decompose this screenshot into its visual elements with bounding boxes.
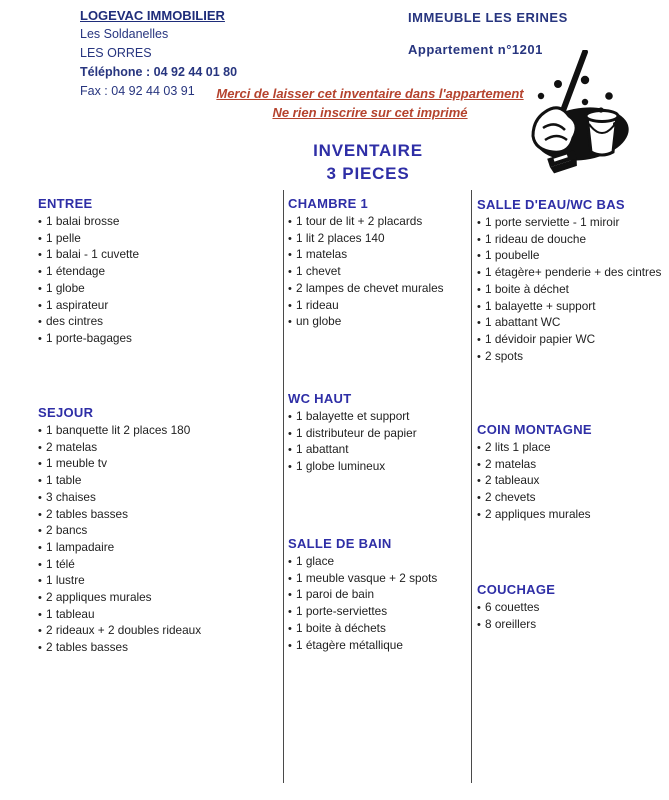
bullet-icon: • [38,266,42,279]
bullet-icon: • [288,316,292,329]
inventory-item [477,315,669,332]
item-text: 1 télé [46,556,75,571]
inventory-item [288,409,466,426]
bullet-icon: • [477,508,481,521]
item-text: 1 étagère+ penderie + des cintres [485,265,662,280]
inventory-item [38,298,278,315]
bullet-icon: • [38,441,42,454]
section-couchage [477,581,669,633]
agency-fax: Fax : 04 92 44 03 91 [80,84,195,98]
apartment-number: Appartement n°1201 [408,42,543,57]
agency-name: LOGEVAC IMMOBILIER [80,8,225,23]
section-items [477,600,669,633]
bullet-icon: • [38,282,42,295]
document-title: INVENTAIRE [313,141,423,160]
inventory-item [288,247,466,264]
agency-phone: Téléphone : 04 92 44 01 80 [80,65,238,79]
document-subtitle: 3 PIECES [326,164,410,183]
bullet-icon: • [477,492,481,505]
inventory-item [38,523,278,540]
inventory-item [38,607,278,624]
item-text: 1 tableau [46,606,95,621]
inventory-item [477,299,669,316]
item-text: 1 dévidoir papier WC [485,331,596,346]
item-text: 1 balai brosse [46,214,120,228]
item-text: 1 glace [296,554,335,568]
inventory-item [38,247,278,264]
bullet-icon: • [477,333,481,346]
item-text: 2 appliques murales [485,506,591,521]
item-text: 1 chevet [296,264,341,279]
bullet-icon: • [38,625,42,638]
bullet-icon: • [38,216,42,228]
inventory-item [477,490,669,507]
bullet-icon: • [477,317,481,330]
inventory-item [477,248,669,265]
inventory-item [477,332,669,349]
section-coin-montagne [477,421,669,524]
item-text: 1 rideau de douche [485,231,587,246]
item-text: 1 aspirateur [46,297,109,312]
inventory-item [38,281,278,298]
item-text: 1 distributeur de papier [296,425,417,440]
bullet-icon: • [288,572,292,585]
section-items [288,554,466,654]
inventory-item [288,459,466,476]
inventory-item [477,282,669,299]
bullet-icon: • [38,575,42,588]
item-text: 1 balayette + support [485,298,596,313]
section-items [288,214,466,331]
section-items [477,215,669,365]
bullet-icon: • [477,618,481,631]
section-title: SALLE D'EAU/WC BAS [477,197,625,212]
item-text: 1 rideau [296,297,339,312]
bullet-icon: • [38,592,42,605]
item-text: 1 balayette et support [296,409,410,423]
item-text: 1 globe lumineux [296,459,386,474]
bullet-icon: • [288,216,292,228]
bullet-icon: • [38,299,42,312]
item-text: 6 couettes [485,600,540,614]
bullet-icon: • [288,589,292,602]
item-text: 1 meuble vasque + 2 spots [296,570,438,585]
notice-line-2: Ne rien inscrire sur cet imprimé [272,105,468,120]
bullet-icon: • [477,267,481,280]
section-title: CHAMBRE 1 [288,196,368,211]
item-text: 1 matelas [296,247,348,262]
notice-block [150,84,590,122]
section-items [38,423,278,657]
item-text: 2 rideaux + 2 doubles rideaux [46,623,202,638]
inventory-item [38,640,278,657]
section-sejour [38,404,278,657]
item-text: 1 pelle [46,230,81,245]
bullet-icon: • [38,232,42,245]
bullet-icon: • [38,608,42,621]
inventory-item [38,214,278,231]
bullet-icon: • [288,232,292,245]
bullet-icon: • [288,282,292,295]
inventory-item [38,314,278,331]
bullet-icon: • [477,233,481,246]
bullet-icon: • [38,525,42,538]
bullet-icon: • [38,316,42,329]
inventory-item [38,623,278,640]
item-text: 1 balai - 1 cuvette [46,247,140,262]
item-text: 1 lustre [46,573,85,588]
inventory-item [477,507,669,524]
section-salle-de-bain [288,535,466,654]
item-text: un globe [296,314,342,329]
inventory-item [288,442,466,459]
bullet-icon: • [288,622,292,635]
bullet-icon: • [38,508,42,521]
bullet-icon: • [288,249,292,262]
inventory-item [38,590,278,607]
item-text: 1 porte-serviettes [296,604,388,619]
bullet-icon: • [477,602,481,614]
inventory-item [38,557,278,574]
bullet-icon: • [38,332,42,345]
inventory-item [288,426,466,443]
column-divider-right [471,190,472,783]
agency-city: LES ORRES [80,46,152,60]
inventory-item [38,490,278,507]
item-text: 1 abattant WC [485,315,561,330]
inventory-item [288,264,466,281]
section-wc-haut [288,390,466,476]
inventory-item [288,231,466,248]
inventory-item [477,215,669,232]
bullet-icon: • [288,299,292,312]
item-text: 1 abattant [296,442,349,457]
bullet-icon: • [38,558,42,571]
bullet-icon: • [38,491,42,504]
inventory-item [288,638,466,655]
inventory-item [38,507,278,524]
section-items [38,214,278,348]
bullet-icon: • [288,266,292,279]
inventory-item [477,265,669,282]
item-text: 2 bancs [46,523,88,538]
item-text: 1 banquette lit 2 places 180 [46,423,191,437]
bullet-icon: • [477,350,481,363]
inventory-item [38,231,278,248]
inventory-item [288,554,466,571]
bullet-icon: • [288,461,292,474]
item-text: 1 poubelle [485,248,540,263]
item-text: 2 lits 1 place [485,440,551,454]
item-text: 2 tables basses [46,506,128,521]
bullet-icon: • [288,556,292,568]
bullet-icon: • [288,427,292,440]
section-title: COUCHAGE [477,582,556,597]
item-text: 2 tables basses [46,640,128,655]
item-text: 1 boite à déchets [296,620,386,635]
inventory-item [38,540,278,557]
item-text: 8 oreillers [485,616,537,631]
bullet-icon: • [477,475,481,488]
inventory-item [38,473,278,490]
inventory-item [288,571,466,588]
inventory-item [477,232,669,249]
bullet-icon: • [288,639,292,652]
item-text: 2 spots [485,348,524,363]
inventory-item [477,617,669,634]
section-title: SEJOUR [38,405,94,420]
bullet-icon: • [38,541,42,554]
bullet-icon: • [477,458,481,471]
inventory-item [477,473,669,490]
item-text: 2 matelas [46,439,98,454]
item-text: 1 tour de lit + 2 placards [296,214,423,228]
section-salle-eau-wc-bas [477,196,669,365]
item-text: 2 matelas [485,456,537,471]
item-text: 1 globe [46,280,85,295]
item-text: 1 paroi de bain [296,587,375,602]
agency-residence: Les Soldanelles [80,27,169,41]
item-text: 1 boite à déchet [485,281,569,296]
item-text: 1 porte-bagages [46,330,132,345]
bullet-icon: • [38,475,42,488]
inventory-item [288,214,466,231]
bullet-icon: • [38,249,42,262]
bullet-icon: • [38,425,42,437]
bullet-icon: • [477,442,481,454]
section-entree [38,195,278,348]
section-chambre-1 [288,195,466,331]
bullet-icon: • [477,300,481,313]
bullet-icon: • [288,411,292,423]
item-text: 1 lampadaire [46,539,115,554]
inventory-item [288,621,466,638]
inventory-item [38,573,278,590]
item-text: des cintres [46,314,104,329]
bullet-icon: • [477,217,481,229]
inventory-item [38,423,278,440]
item-text: 1 étagère métallique [296,637,403,652]
section-title: COIN MONTAGNE [477,422,592,437]
cleaning-mop-bucket-icon [525,50,645,180]
inventory-item [477,440,669,457]
inventory-item [477,457,669,474]
bullet-icon: • [38,458,42,471]
inventory-item [288,604,466,621]
item-text: 1 étendage [46,264,106,279]
section-title: SALLE DE BAIN [288,536,392,551]
notice-line-1: Merci de laisser cet inventaire dans l'appartement [216,86,524,101]
item-text: 1 table [46,473,82,488]
bullet-icon: • [288,444,292,457]
section-items [477,440,669,524]
inventory-item [477,349,669,366]
inventory-item [477,600,669,617]
item-text: 2 lampes de chevet murales [296,280,444,295]
inventory-item [38,456,278,473]
section-items [288,409,466,476]
column-divider-left [283,190,284,783]
bullet-icon: • [477,250,481,263]
document-title-block [238,139,498,185]
item-text: 2 chevets [485,490,536,505]
inventory-item [288,298,466,315]
bullet-icon: • [38,642,42,655]
item-text: 2 tableaux [485,473,540,488]
item-text: 3 chaises [46,489,96,504]
item-text: 1 meuble tv [46,456,107,471]
inventory-item [288,281,466,298]
item-text: 1 lit 2 places 140 [296,230,385,245]
bullet-icon: • [288,606,292,619]
inventory-item [288,314,466,331]
section-title: WC HAUT [288,391,352,406]
building-name: IMMEUBLE LES ERINES [408,10,568,25]
inventory-item [38,264,278,281]
inventory-item [288,587,466,604]
section-title: ENTREE [38,196,93,211]
item-text: 1 porte serviette - 1 miroir [485,215,620,229]
inventory-item [38,440,278,457]
inventory-item [38,331,278,348]
item-text: 2 appliques murales [46,590,152,605]
bullet-icon: • [477,283,481,296]
